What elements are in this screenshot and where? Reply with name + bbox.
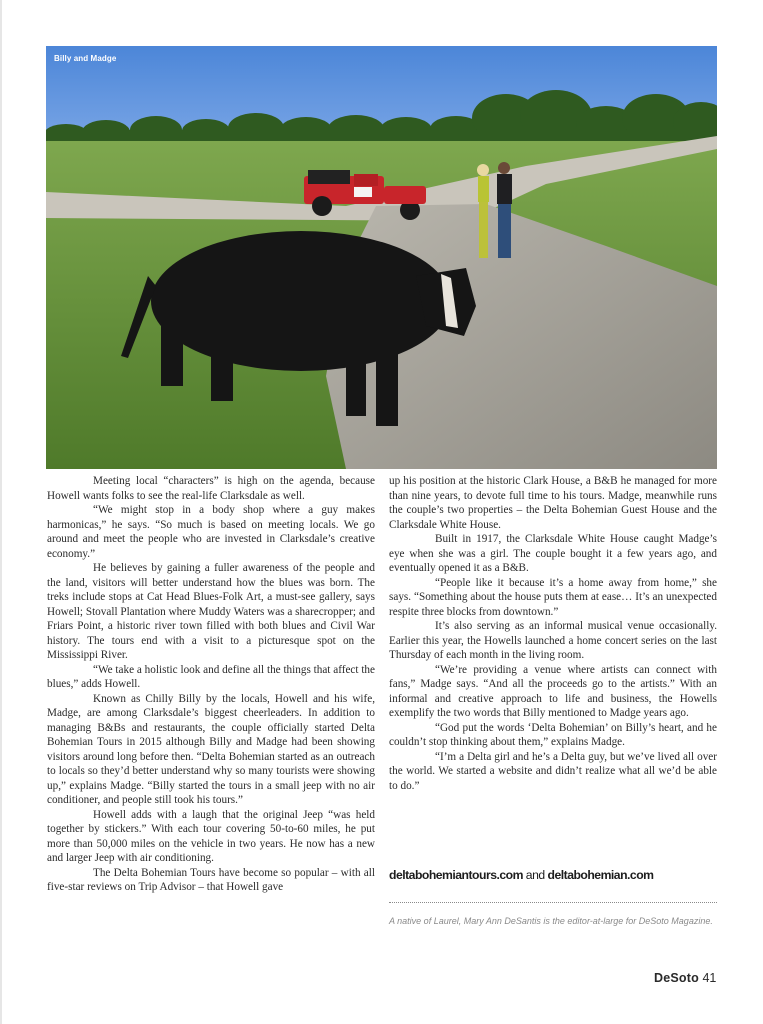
paragraph: “I’m a Delta girl and he’s a Delta guy, but we’ve lived all over the world. We started a website and didn’t realize what all we’d be able to do.” <box>389 750 717 792</box>
paragraph: Meeting local “characters” is high on the agenda, because Howell wants folks to see the real-life Clarksdale as well. <box>47 475 375 502</box>
article-photo <box>46 46 717 469</box>
dotted-divider <box>389 902 717 903</box>
photo-illustration <box>46 46 717 469</box>
author-bio: A native of Laurel, Mary Ann DeSantis is the editor-at-large for DeSoto Magazine. <box>389 916 713 926</box>
websites-line <box>389 868 719 882</box>
page-folio <box>654 971 724 985</box>
paragraph: Known as Chilly Billy by the locals, Howell and his wife, Madge, are among Clarksdale’s biggest cheerleaders. In addition to managing B&Bs and restaurants, the couple officially started Delta Bohemian Tours in 2015 although Billy and Madge had been showing visitors around long before then. “Delta Bohemian started as an outreach to locals so they’d better understand why so many tourists were showing up,” explains Madge. “Billy started the tours in a small jeep with no air conditioner, and people still took his tours.” <box>47 692 375 806</box>
paragraph: Built in 1917, the Clarksdale White House caught Madge’s eye when she was a girl. The couple bought it a few years ago, and eventually opened it as a B&B. <box>389 533 717 574</box>
photo-caption: Billy and Madge <box>54 54 117 63</box>
paragraph: “People like it because it’s a home away from home,” she says. “Something about the house puts them at ease… It’s an unexpected respite three blocks from downtown.” <box>389 576 717 618</box>
paragraph: He believes by gaining a fuller awareness of the people and the land, visitors will better understand how the blues was born. The treks include stops at Cat Head Blues-Folk Art, a must-see gallery, says Howell; Stovall Plantation where Muddy Waters was a sharecropper; and Friars Point, a historic river town filled with both blues and Civil War history. The tours end with a visit to a picturesque spot on the Mississippi River. <box>47 562 375 661</box>
websites-connector: and <box>522 868 548 882</box>
magazine-name: DeSoto <box>654 971 699 985</box>
website-link-tours[interactable]: deltabohemiantours.com <box>389 868 523 882</box>
paragraph: The Delta Bohemian Tours have become so popular – with all five-star reviews on Trip Advisor – that Howell gave <box>47 866 375 893</box>
paragraph: up his position at the historic Clark House, a B&B he managed for more than nine years, to devote full time to his tours. Madge, meanwhile runs the couple’s two properties – the Delta Bohemian Guest House and the Clarksdale White House. <box>389 475 717 531</box>
paragraph: Howell adds with a laugh that the original Jeep “was held together by stickers.” With each tour covering 50-to-60 miles, he put more than 50,000 miles on the vehicle in two years. He now has a new and larger Jeep with air conditioning. <box>47 808 375 864</box>
article-column-left <box>47 474 375 895</box>
paragraph: “We’re providing a venue where artists can connect with fans,” Madge says. “And all the proceeds go to the artists.” With an informal and creative approach to life and business, the Howells exemplify the two words that Billy mentioned to Madge years ago. <box>389 663 717 719</box>
website-link-main[interactable]: deltabohemian.com <box>547 868 654 882</box>
paragraph: “God put the words ‘Delta Bohemian’ on Billy’s heart, and he couldn’t stop thinking about them,” explains Madge. <box>389 721 717 748</box>
paragraph: “We might stop in a body shop where a guy makes harmonicas,” he says. “So much is based on meeting locals. We go around and meet the people who are invested in Clarksdale’s creative economy.” <box>47 504 375 560</box>
page-edge <box>0 0 2 1024</box>
paragraph: “We take a holistic look and define all the things that affect the blues,” adds Howell. <box>47 663 375 690</box>
article-column-right <box>389 474 717 793</box>
paragraph: It’s also serving as an informal musical venue occasionally. Earlier this year, the Howells launched a home concert series on the last Thursday of each month in the living room. <box>389 620 717 661</box>
page-number: 41 <box>702 971 717 985</box>
